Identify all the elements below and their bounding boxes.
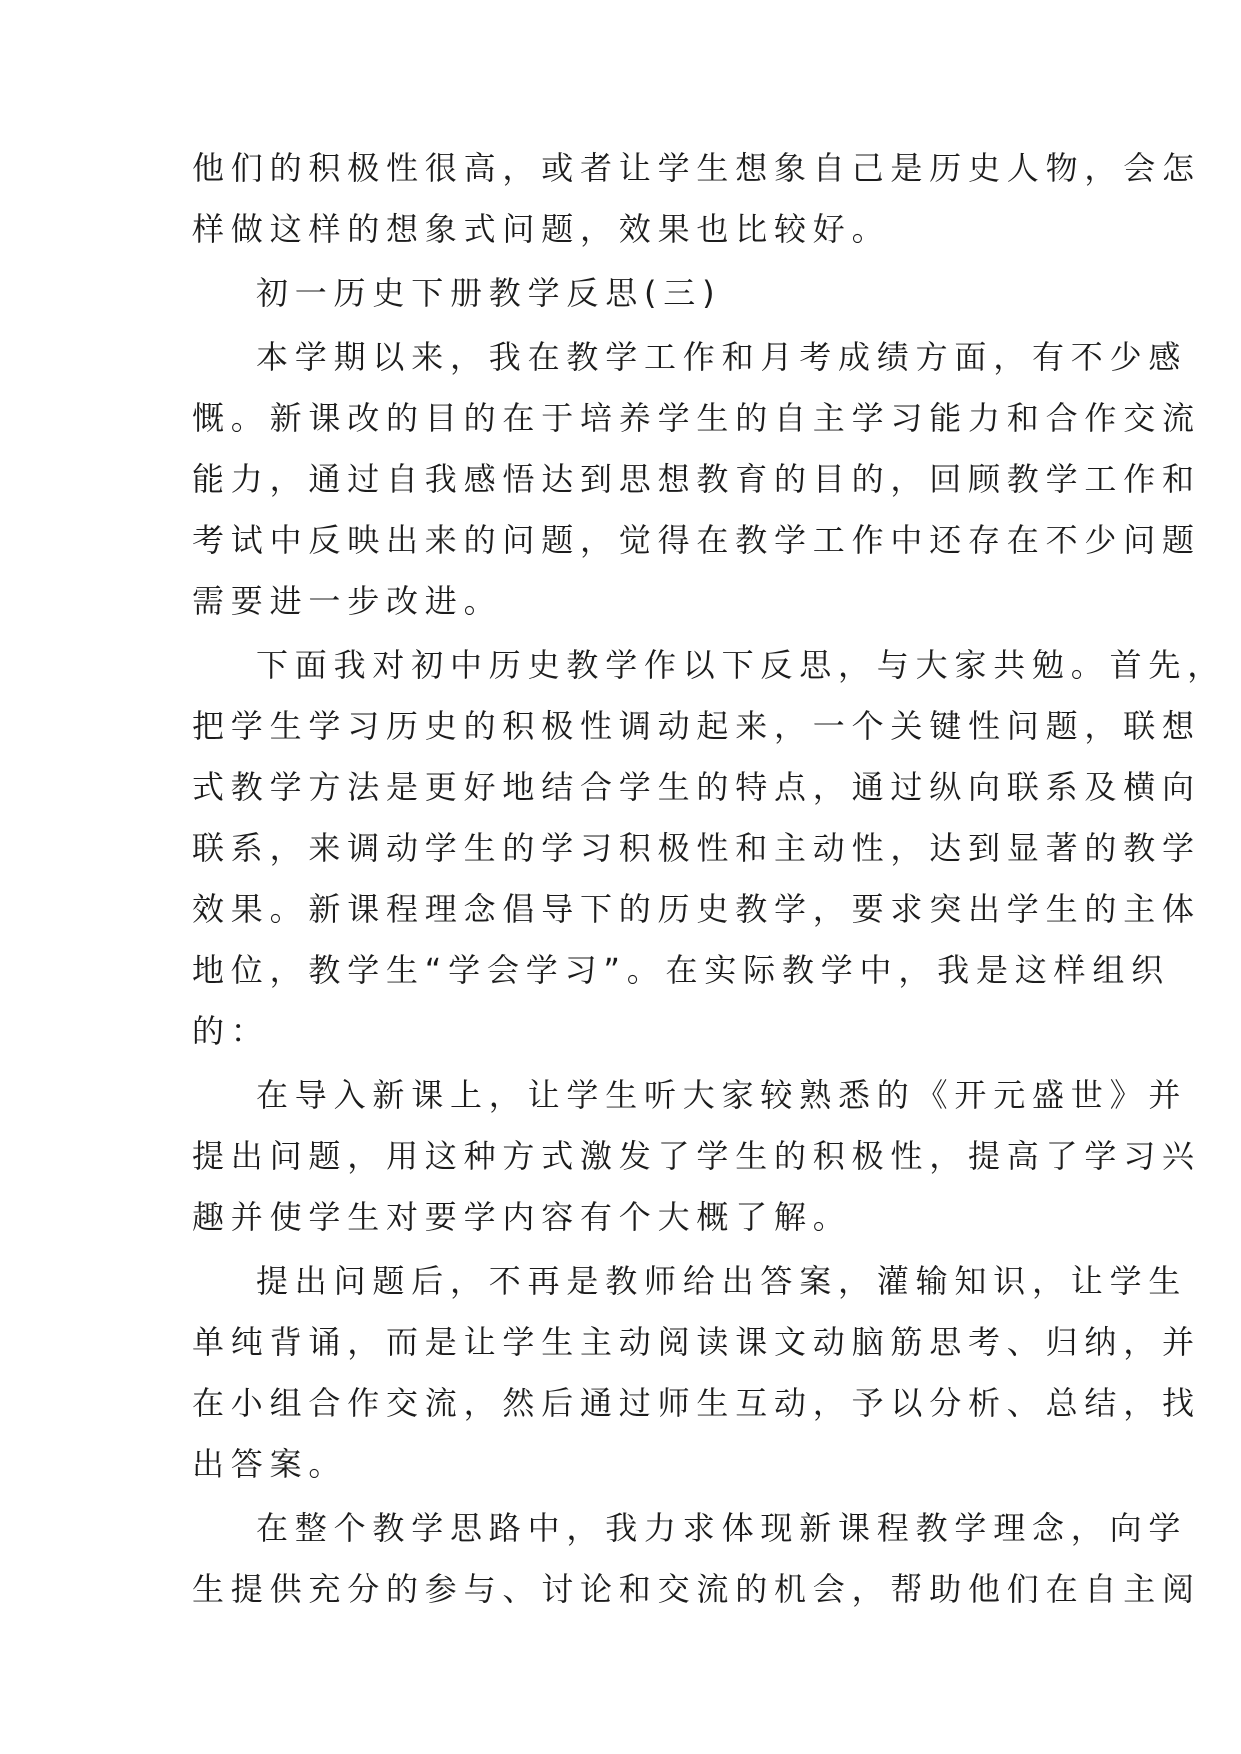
paragraph	[192, 1251, 1201, 1495]
text-line: 样做这样的想象式问题，效果也比较好。	[192, 210, 891, 248]
paragraph	[192, 1065, 1201, 1248]
text-line: 在导入新课上，让学生听大家较熟悉的《开元盛世》并	[256, 1076, 1188, 1114]
text-line: 生提供充分的参与、讨论和交流的机会，帮助他们在自主阅	[192, 1570, 1201, 1608]
text-line: 单纯背诵，而是让学生主动阅读课文动脑筋思考、归纳，并	[192, 1323, 1201, 1361]
text-line: 需要进一步改进。	[192, 582, 503, 620]
text-line: 在小组合作交流，然后通过师生互动，予以分析、总结，找	[192, 1384, 1201, 1422]
section-heading	[192, 263, 1052, 324]
paragraph	[192, 635, 1227, 1062]
text-line: 在整个教学思路中，我力求体现新课程教学理念，向学	[256, 1509, 1188, 1547]
text-line: 下面我对初中历史教学作以下反思，与大家共勉。首先，	[256, 646, 1227, 684]
text-line: 他们的积极性很高，或者让学生想象自己是历史人物，会怎	[192, 149, 1201, 187]
paragraph	[192, 327, 1201, 632]
text-line: 的：	[192, 1012, 270, 1050]
paragraph-continuation	[192, 138, 1201, 260]
text-line: 本学期以来，我在教学工作和月考成绩方面，有不少感	[256, 338, 1188, 376]
text-line: 把学生学习历史的积极性调动起来，一个关键性问题，联想	[192, 707, 1201, 745]
document-body	[192, 138, 1227, 1620]
text-line: 提出问题，用这种方式激发了学生的积极性，提高了学习兴	[192, 1137, 1201, 1175]
text-line: 能力，通过自我感悟达到思想教育的目的，回顾教学工作和	[192, 460, 1201, 498]
text-line: 效果。新课程理念倡导下的历史教学，要求突出学生的主体	[192, 890, 1201, 928]
text-line: 考试中反映出来的问题，觉得在教学工作中还存在不少问题	[192, 521, 1201, 559]
text-line: 联系，来调动学生的学习积极性和主动性，达到显著的教学	[192, 829, 1201, 867]
paragraph	[192, 1498, 1201, 1620]
text-line: 出答案。	[192, 1445, 348, 1483]
text-line: 提出问题后，不再是教师给出答案，灌输知识，让学生	[256, 1262, 1188, 1300]
text-line: 趣并使学生对要学内容有个大概了解。	[192, 1198, 852, 1236]
heading-line: 初一历史下册教学反思(三)	[256, 274, 722, 312]
text-line: 式教学方法是更好地结合学生的特点，通过纵向联系及横向	[192, 768, 1201, 806]
text-line: 慨。新课改的目的在于培养学生的自主学习能力和合作交流	[192, 399, 1201, 437]
text-line: 地位，教学生“学会学习”。在实际教学中，我是这样组织	[192, 951, 1170, 989]
